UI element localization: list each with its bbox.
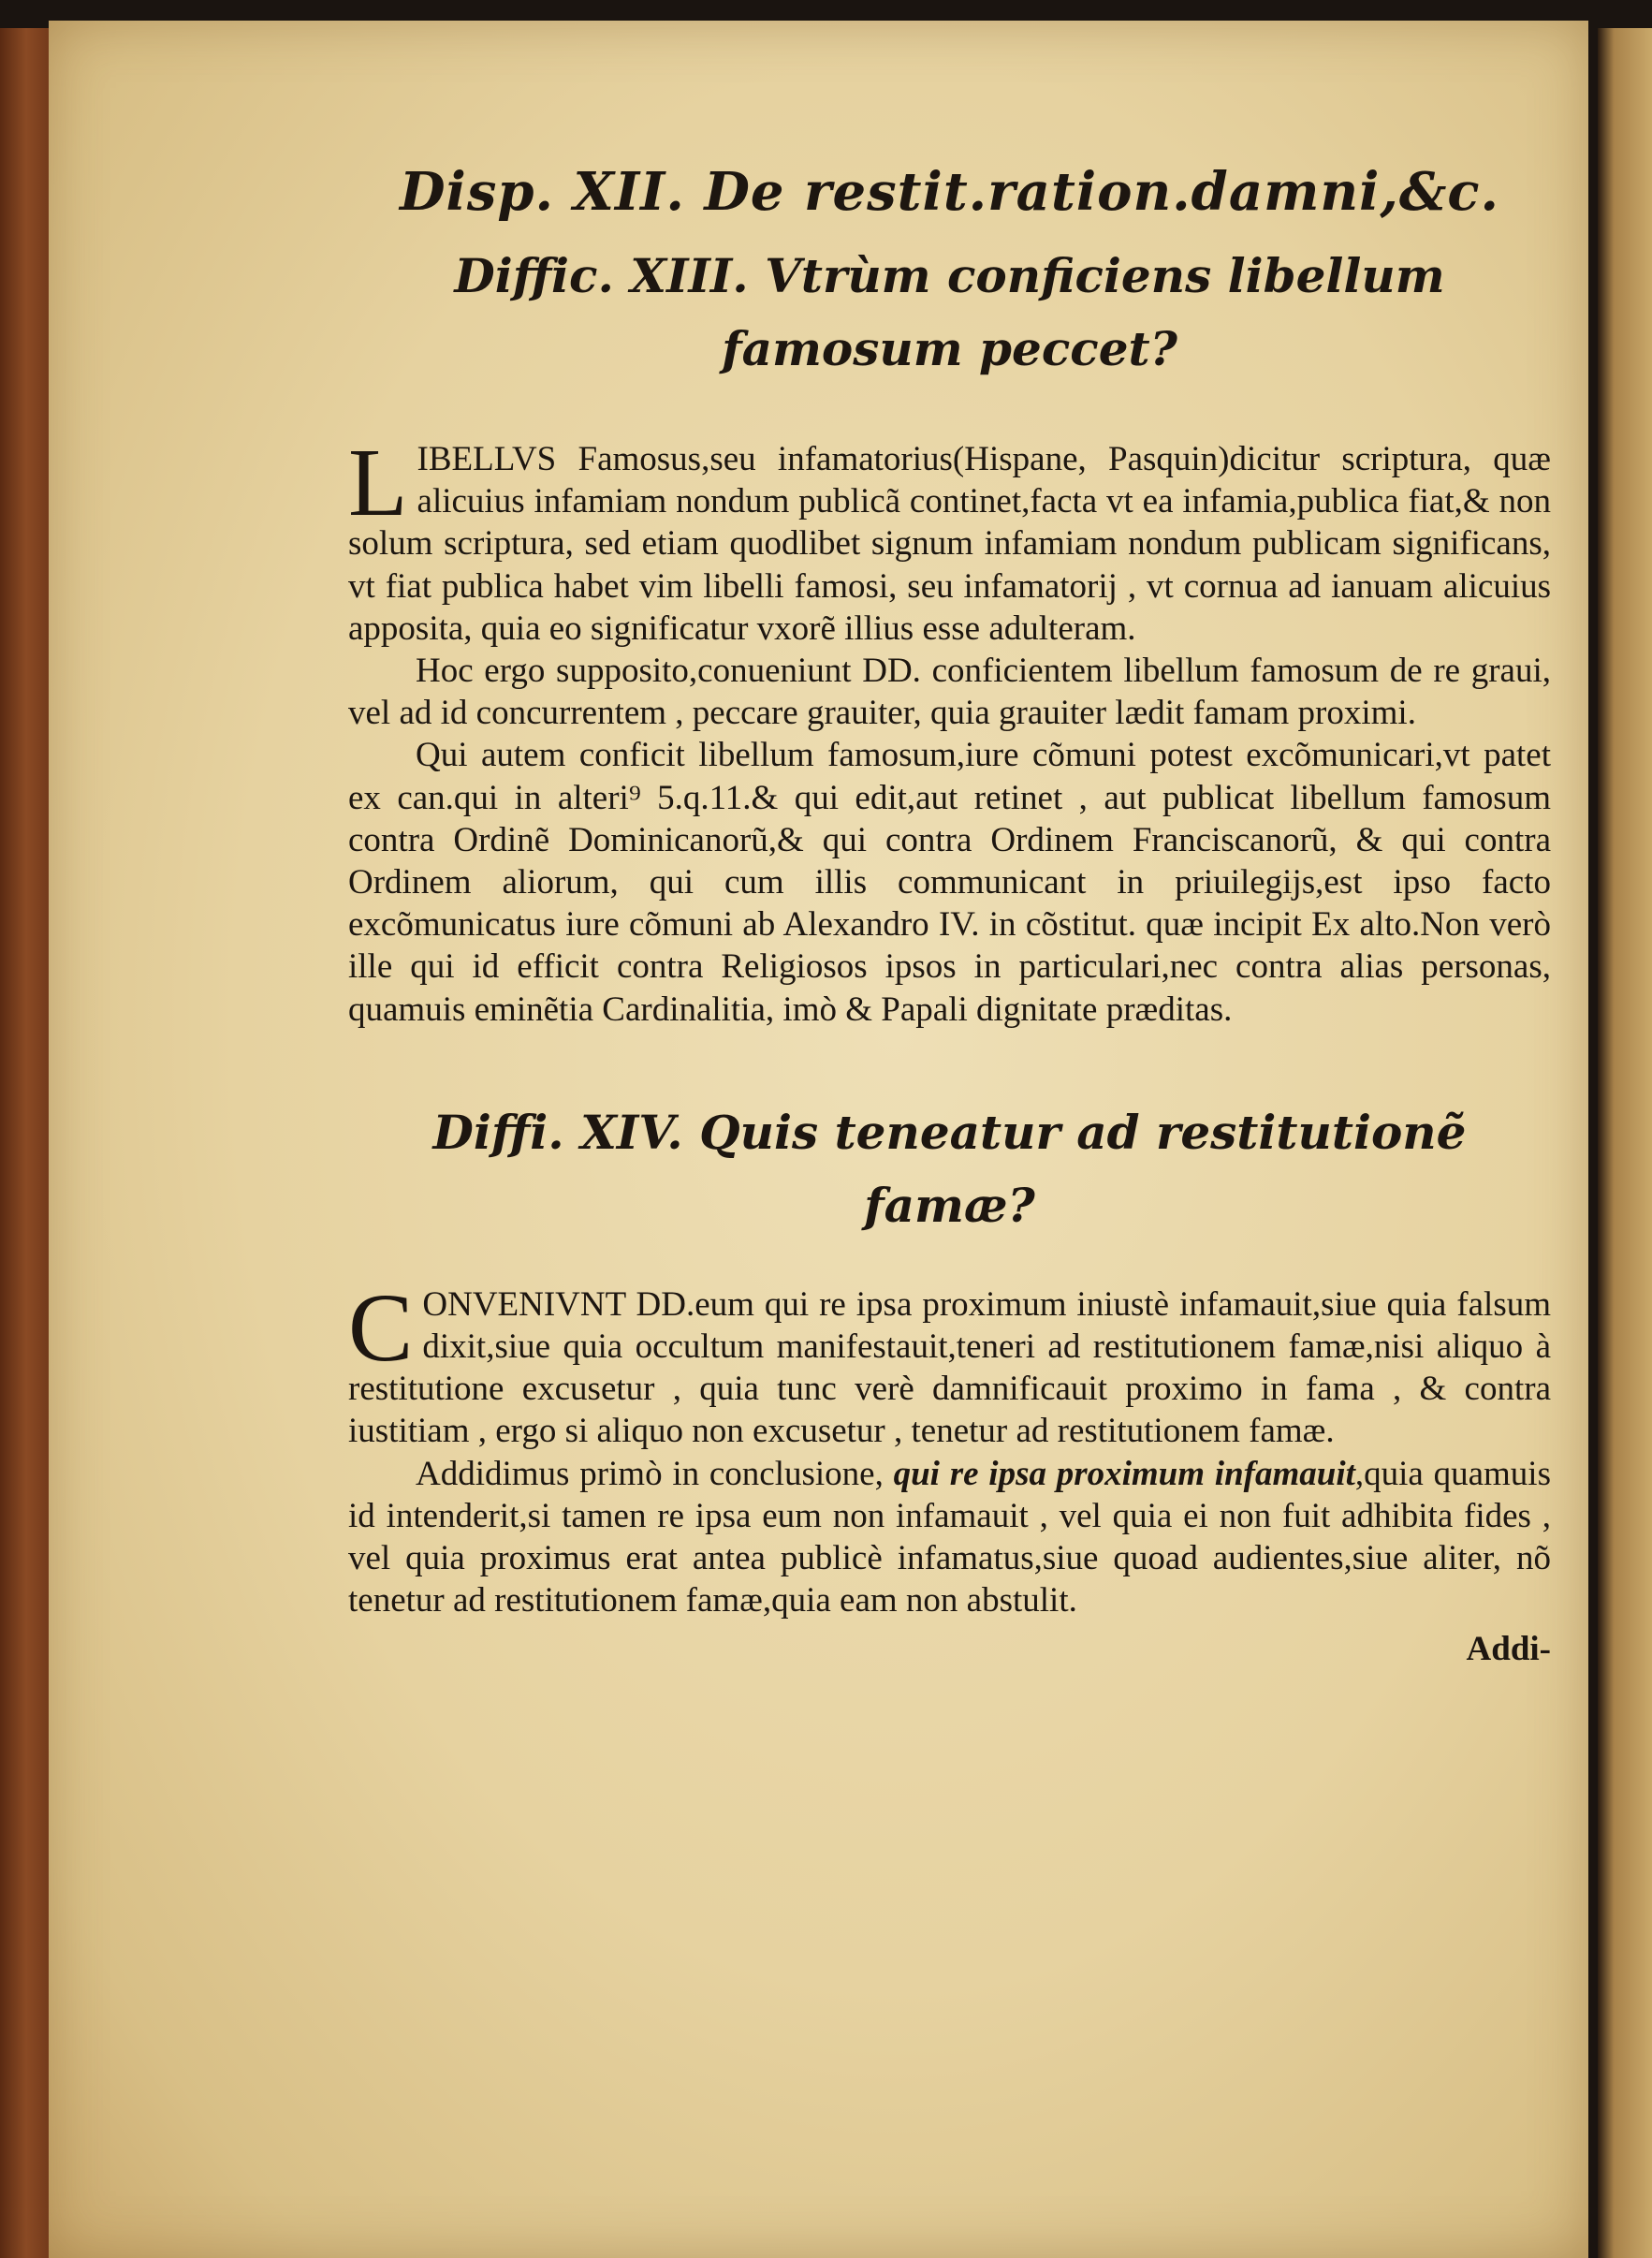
running-head: Disp. XII. De restit.ration.damni,&c. [399, 161, 1500, 223]
text-block [348, 161, 1551, 1669]
paragraph-text: ONVENIVNT DD.eum qui re ipsa proximum iniustè infamauit,siue quia falsum dixit,siue quia occultum manifestauit,teneri ad restitutionem famæ,nisi aliquo à restitutione excusetur , quia tunc verè damnificauit proximo in fama , & contra iustitiam , ergo si aliquo non excusetur , tenetur ad restitutionem famæ. [348, 1284, 1551, 1451]
italic-quotation: qui re ipsa proximum infamauit [893, 1454, 1355, 1493]
drop-cap-initial: L [348, 429, 408, 536]
next-page-edge [1598, 28, 1652, 2258]
paragraph-supposito: Hoc ergo supposito,conueniunt DD. conficientem libellum famosum de re graui, vel ad id concurrentem , peccare grauiter, quia grauiter lædit famam proximi. [348, 652, 1551, 733]
section-heading-diffic-xiii: Diffic. XIII. Vtrùm conficiens libellum famosum peccet? [454, 248, 1445, 376]
paragraph-addidimus [348, 1453, 1551, 1622]
book-page [49, 21, 1588, 2258]
paragraph-text: ,quia quamuis id intenderit,si tamen re ipsa eum non infamauit , vel quia ei non fuit adhibita fides , vel quia proximus erat antea publicè infamatus,siue quoad audientes,siue aliter, nõ tenetur ad restitutionem famæ,quia eam non abstulit. [348, 1454, 1551, 1620]
paragraph-conueniunt [348, 1273, 1551, 1453]
paragraph-excommunicatio: Qui autem conficit libellum famosum,iure cõmuni potest excõmunicari,vt patet ex can.qui in alteri⁹ 5.q.11.& qui edit,aut retinet , aut publicat libellum famosum contra Ordinẽ Dominicanorũ,& qui contra Ordinem Franciscanorũ, & qui contra Ordinem aliorum, qui cum illis communicant in priuilegijs,est ipso facto excõmunicatus iure cõmuni ab Alexandro IV. in cõstitut. quæ incipit Ex alto.Non verò ille qui id efficit contra Religiosos ipsos in particulari,nec contra alias personas, quamuis eminẽtia Cardinalitia, imò & Papali dignitate præditas. [348, 736, 1551, 1029]
drop-cap-initial: C [348, 1273, 414, 1382]
paragraph-text: IBELLVS Famosus,seu infamatorius(Hispane, Pasquin)dicitur scriptura, quæ alicuius infamiam nondum publicã continet,facta vt ea infamia,publica fiat,& non solum scriptura, sed etiam quodlibet signum infamiam nondum publicam significans, vt fiat publica habet vim libelli famosi, seu infamatorij , vt cornua ad ianuam alicuius apposita, quia eo significatur vxorẽ illius esse adulteram. [348, 440, 1551, 648]
paragraph-text: Addidimus primò in conclusione, [416, 1454, 894, 1493]
section-heading-diffi-xiv: Diffi. XIV. Quis teneatur ad restitutionẽ famæ? [432, 1104, 1467, 1233]
paragraph-definition [348, 429, 1551, 650]
catchword: Addi- [1466, 1630, 1551, 1669]
